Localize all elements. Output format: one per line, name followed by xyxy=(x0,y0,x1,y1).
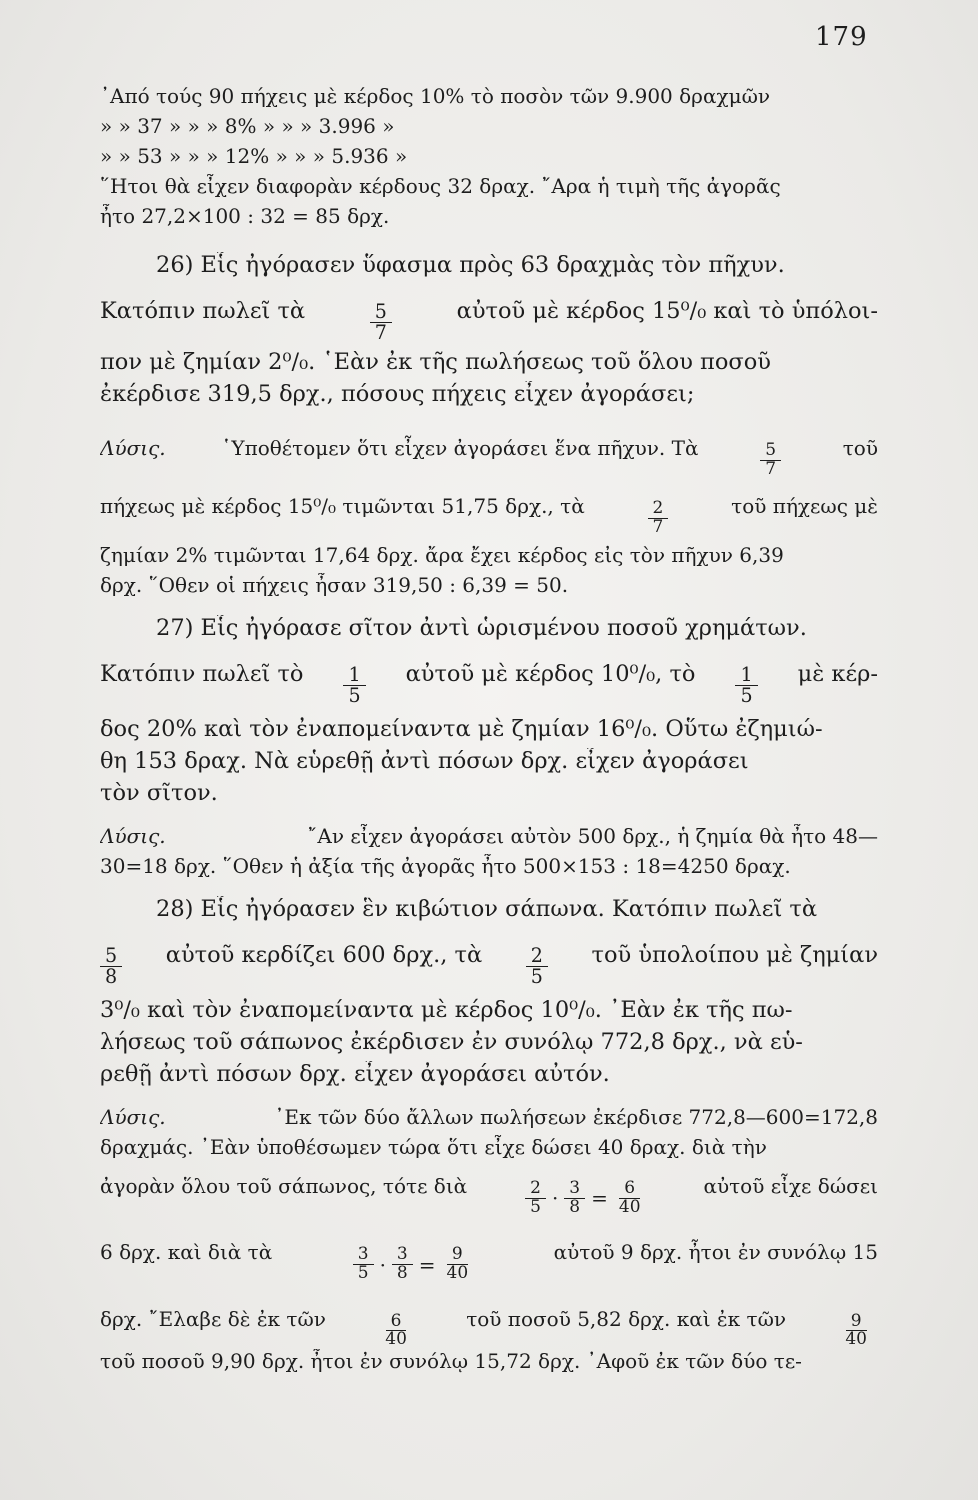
fraction-denominator: 5 xyxy=(530,964,543,987)
text-segment: αὐτοῦ μὲ κέρδος 10⁰/₀, τὸ xyxy=(405,660,696,687)
solution-26-line: δρχ. ῞Οθεν οἱ πήχεις ἦσαν 319,50 : 6,39 = 50. xyxy=(100,572,569,597)
fraction-1-5 xyxy=(735,662,757,706)
problem-27-line: τὸν σῖτον. xyxy=(100,779,218,806)
fraction-numerator: 3 xyxy=(564,1180,585,1199)
problem-28-line: 3⁰/₀ καὶ τὸν ἐναπομείναντα μὲ κέρδος 10⁰/₀. ᾽Εὰν ἐκ τῆς πω- xyxy=(100,996,793,1023)
fraction-3-8 xyxy=(392,1246,413,1283)
fraction-denominator: 40 xyxy=(618,1196,641,1217)
solution-label: Λύσις. xyxy=(100,823,166,848)
solution-26-line xyxy=(100,479,878,537)
solution-28-line: δραχμάς. ᾽Εὰν ὑποθέσωμεν τώρα ὅτι εἶχε δώσει 40 δραχ. διὰ τὴν xyxy=(100,1134,767,1159)
fraction-numerator: 2 xyxy=(525,1180,546,1199)
fraction-denominator: 8 xyxy=(105,964,118,987)
fraction-numerator: 3 xyxy=(392,1246,413,1265)
problem-28-line: λήσεως τοῦ σάπωνος ἐκέρδισεν ἐν συνόλῳ 772,8 δρχ., νὰ εὑ- xyxy=(100,1028,803,1055)
fraction-6-40 xyxy=(380,1310,412,1350)
problem-26-heading: 26) Εἷς ἠγόρασεν ὕφασμα πρὸς 63 δραχμὰς τὸν πῆχυν. xyxy=(156,252,785,278)
text-segment: αὐτοῦ εἶχε δώσει xyxy=(703,1173,878,1198)
text-segment: αὐτοῦ κερδίζει 600 δρχ., τὰ xyxy=(165,941,483,968)
text-segment: πήχεως μὲ κέρδος 15⁰/₀ τιμῶνται 51,75 δρχ., τὰ xyxy=(100,493,585,518)
text-line: » » 53 » » » 12% » » » 5.936 » xyxy=(100,144,408,168)
text-segment: 6 δρχ. καὶ διὰ τὰ xyxy=(100,1240,273,1265)
fraction-numerator: 5 xyxy=(100,946,122,967)
fraction-9-40 xyxy=(442,1246,474,1283)
page-content xyxy=(100,84,878,1373)
text-line: ἦτο 27,2×100 : 32 = 85 δρχ. xyxy=(100,204,390,228)
fraction-numerator: 9 xyxy=(447,1246,468,1265)
fraction-numerator: 9 xyxy=(846,1313,867,1332)
problem-27-line: δος 20% καὶ τὸν ἐναπομείναντα μὲ ζημίαν 16⁰/₀. Οὕτω ἐζημιώ- xyxy=(100,715,823,742)
multiply-dot: · xyxy=(379,1252,386,1277)
fraction-numerator: 5 xyxy=(370,302,392,323)
fraction-numerator: 1 xyxy=(735,665,757,686)
text-segment: τοῦ πήχεως μὲ xyxy=(731,493,878,518)
text-segment: τοῦ xyxy=(842,436,878,461)
problem-26-line xyxy=(100,284,878,343)
fraction-5-8 xyxy=(100,943,122,987)
fraction-numerator: 5 xyxy=(760,442,781,461)
text-segment: ἀγορὰν ὅλου τοῦ σάπωνος, τότε διὰ xyxy=(100,1173,468,1198)
fraction-denominator: 40 xyxy=(385,1329,407,1350)
fraction-3-8 xyxy=(564,1177,585,1217)
page-number: 179 xyxy=(815,22,868,52)
text-segment: ῎Αν εἶχεν ἀγοράσει αὐτὸν 500 δρχ., ἡ ζημία θὰ ἦτο 48— xyxy=(307,823,878,848)
fraction-denominator: 7 xyxy=(652,516,664,537)
multiply-dot: · xyxy=(551,1186,559,1211)
problem-28-heading: 28) Εἷς ἠγόρασεν ἓν κιβώτιον σάπωνα. Κατόπιν πωλεῖ τὰ xyxy=(156,895,818,922)
text-segment: αὐτοῦ 9 δρχ. ἦτοι ἐν συνόλῳ 15 xyxy=(553,1240,878,1265)
fraction-2-7 xyxy=(648,497,669,537)
fraction-5-7 xyxy=(370,302,392,343)
text-segment: τοῦ ὑπολοίπου μὲ ζημίαν xyxy=(591,941,878,968)
solution-28-line: τοῦ ποσοῦ 9,90 δρχ. ἦτοι ἐν συνόλῳ 15,72 δρχ. ᾽Αφοῦ ἐκ τῶν δύο τε- xyxy=(100,1349,802,1374)
solution-label: Λύσις. xyxy=(100,1104,166,1129)
fraction-denominator: 40 xyxy=(845,1329,867,1350)
fraction-1-5 xyxy=(343,662,365,706)
fraction-9-40 xyxy=(840,1310,872,1350)
fraction-numerator: 6 xyxy=(386,1313,407,1332)
fraction-3-5 xyxy=(353,1246,374,1283)
fraction-denominator: 8 xyxy=(569,1196,581,1217)
problem-27-heading: 27) Εἷς ἠγόρασε σῖτον ἀντὶ ὡρισμένου ποσοῦ χρημάτων. xyxy=(156,614,807,641)
fraction-2-5 xyxy=(525,1177,546,1217)
problem-27-line: θη 153 δραχ. Νὰ εὑρεθῇ ἀντὶ πόσων δρχ. εἶχεν ἀγοράσει xyxy=(100,747,749,774)
fraction-denominator: 5 xyxy=(357,1263,369,1284)
equals-sign: = xyxy=(591,1186,608,1211)
text-line: ᾽Από τούς 90 πήχεις μὲ κέρδος 10% τὸ ποσὸν τῶν 9.900 δραχμῶν xyxy=(100,84,771,108)
fraction-product xyxy=(347,1238,479,1292)
text-segment: Κατόπιν πωλεῖ τὸ xyxy=(100,660,304,687)
solution-26-line xyxy=(100,421,878,479)
fraction-denominator: 5 xyxy=(530,1196,541,1217)
problem-27-line xyxy=(100,647,878,706)
problem-26-line: ἐκέρδισε 319,5 δρχ., πόσους πήχεις εἶχεν ἀγοράσει; xyxy=(100,381,695,408)
solution-26-line: ζημίαν 2% τιμῶνται 17,64 δρχ. ἄρα ἔχει κέρδος εἰς τὸν πῆχυν 6,39 xyxy=(100,542,784,567)
solution-28-line xyxy=(100,1159,878,1225)
text-line: » » 37 » » » 8% » » » 3.996 » xyxy=(100,114,395,138)
solution-27-line xyxy=(100,824,878,848)
fraction-denominator: 7 xyxy=(765,459,777,479)
text-segment: αὐτοῦ μὲ κέρδος 15⁰/₀ καὶ τὸ ὑπόλοι- xyxy=(456,298,878,324)
solution-label: Λύσις. xyxy=(100,436,166,461)
text-segment: Κατόπιν πωλεῖ τὰ xyxy=(100,298,306,324)
text-segment: δρχ. ῎Ελαβε δὲ ἐκ τῶν xyxy=(100,1306,326,1331)
solution-27-line: 30=18 δρχ. ῞Οθεν ἡ ἀξία τῆς ἀγορᾶς ἦτο 500×153 : 18=4250 δραχ. xyxy=(100,853,791,878)
fraction-denominator: 8 xyxy=(396,1263,408,1284)
equals-sign: = xyxy=(418,1252,436,1277)
text-segment: τοῦ ποσοῦ 5,82 δρχ. καὶ ἐκ τῶν xyxy=(466,1306,787,1331)
text-segment: ῾Υποθέτομεν ὅτι εἶχεν ἀγοράσει ἕνα πῆχυν. Τὰ xyxy=(221,436,699,461)
text-line: ῞Ητοι θὰ εἶχεν διαφορὰν κέρδους 32 δραχ. ῎Αρα ἡ τιμὴ τῆς ἀγορᾶς xyxy=(100,174,781,198)
fraction-product xyxy=(519,1171,651,1225)
fraction-denominator: 7 xyxy=(374,321,387,344)
fraction-2-5 xyxy=(526,943,548,987)
fraction-6-40 xyxy=(614,1177,646,1217)
text-segment: ᾽Εκ τῶν δύο ἄλλων πωλήσεων ἐκέρδισε 772,8—600=172,8 xyxy=(274,1104,878,1129)
fraction-5-7 xyxy=(760,442,781,479)
problem-28-line: ρεθῇ ἀντὶ πόσων δρχ. εἶχεν ἀγοράσει αὐτόν. xyxy=(100,1060,610,1087)
problem-26-line: πον μὲ ζημίαν 2⁰/₀. ῾Εὰν ἐκ τῆς πωλήσεως τοῦ ὅλου ποσοῦ xyxy=(100,349,771,376)
fraction-denominator: 40 xyxy=(446,1263,469,1284)
fraction-numerator: 2 xyxy=(648,500,669,519)
solution-28-line xyxy=(100,1292,878,1350)
text-segment: μὲ κέρ- xyxy=(797,660,878,687)
solution-28-line xyxy=(100,1225,878,1291)
problem-28-line xyxy=(100,928,878,987)
fraction-numerator: 3 xyxy=(353,1246,374,1265)
solution-28-line xyxy=(100,1105,878,1129)
fraction-numerator: 6 xyxy=(619,1180,640,1199)
fraction-denominator: 5 xyxy=(348,683,361,706)
fraction-numerator: 2 xyxy=(526,946,548,967)
fraction-numerator: 1 xyxy=(343,665,365,686)
fraction-denominator: 5 xyxy=(740,683,753,706)
